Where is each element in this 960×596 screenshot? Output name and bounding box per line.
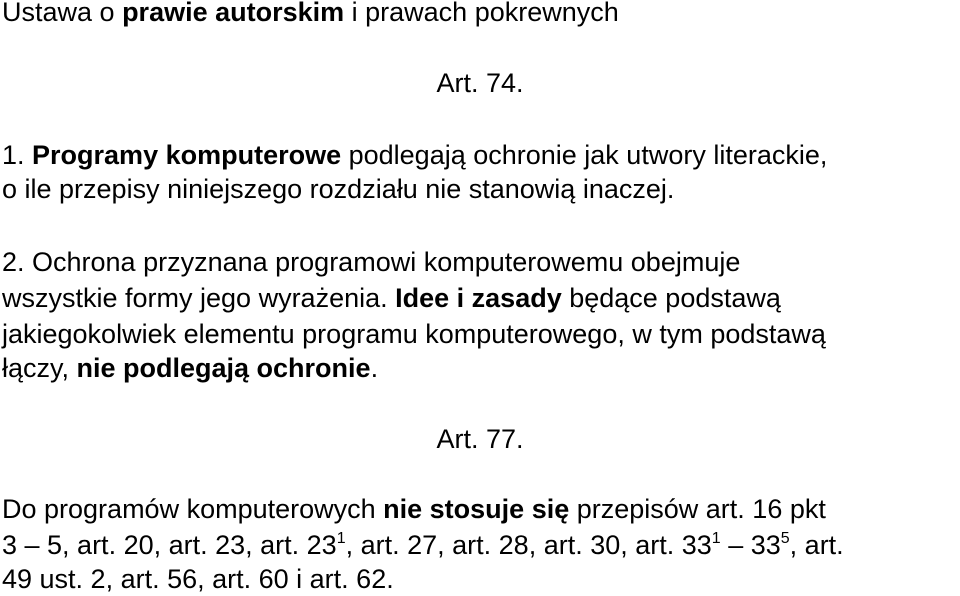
art77-line1-bold: nie stosuje się [383, 494, 570, 524]
art77-line1-post: przepisów art. 16 pkt [569, 494, 826, 524]
art77-line2-a: 3 – 5, art. 20, art. 23, art. 23 [2, 530, 337, 560]
superscript-1a: 1 [336, 530, 346, 547]
art74-p2-line1: 2. Ochrona przyznana programowi komputerowemu obejmuje [2, 247, 741, 277]
art74-p2-line2 [2, 281, 781, 315]
document-title [2, 0, 619, 29]
art77-line2 [2, 528, 844, 562]
art74-p1-line2: o ile przepisy niniejszego rozdziału nie stanowią inaczej. [2, 174, 675, 204]
art77-line1 [2, 492, 826, 526]
title-text-1: Ustawa o [2, 0, 123, 27]
p1-bold: Programy komputerowe [32, 140, 342, 170]
art77-line2-c: – 33 [720, 530, 781, 560]
p2-line4-pre: łączy, [2, 353, 77, 383]
p1-number: 1. [2, 140, 33, 170]
art74-heading: Art. 74. [436, 68, 524, 98]
p2-line2-post: będące podstawą [561, 283, 781, 313]
art77-line3: 49 ust. 2, art. 56, art. 60 i art. 62. [2, 564, 394, 594]
p2-line2-bold: Idee i zasady [395, 283, 562, 313]
p2-line4-post: . [370, 353, 379, 383]
p2-line4-bold: nie podlegają ochronie [76, 353, 371, 383]
p2-line2-pre: wszystkie formy jego wyrażenia. [2, 283, 396, 313]
title-text-bold: prawie autorskim [122, 0, 345, 27]
art74-p1-line1 [2, 138, 827, 172]
superscript-5: 5 [780, 530, 790, 547]
art77-line2-d: , art. [789, 530, 844, 560]
art77-line2-b: , art. 27, art. 28, art. 30, art. 33 [345, 530, 712, 560]
art77-line1-pre: Do programów komputerowych [2, 494, 384, 524]
art74-p2-line4 [2, 351, 378, 385]
p1-line1-rest: podlegają ochronie jak utwory literackie, [341, 140, 828, 170]
title-text-2: i prawach pokrewnych [344, 0, 619, 27]
art74-p2-line3: jakiegokolwiek elementu programu komputerowego, w tym podstawą [2, 319, 826, 349]
art77-heading: Art. 77. [436, 424, 524, 454]
superscript-1b: 1 [711, 530, 721, 547]
